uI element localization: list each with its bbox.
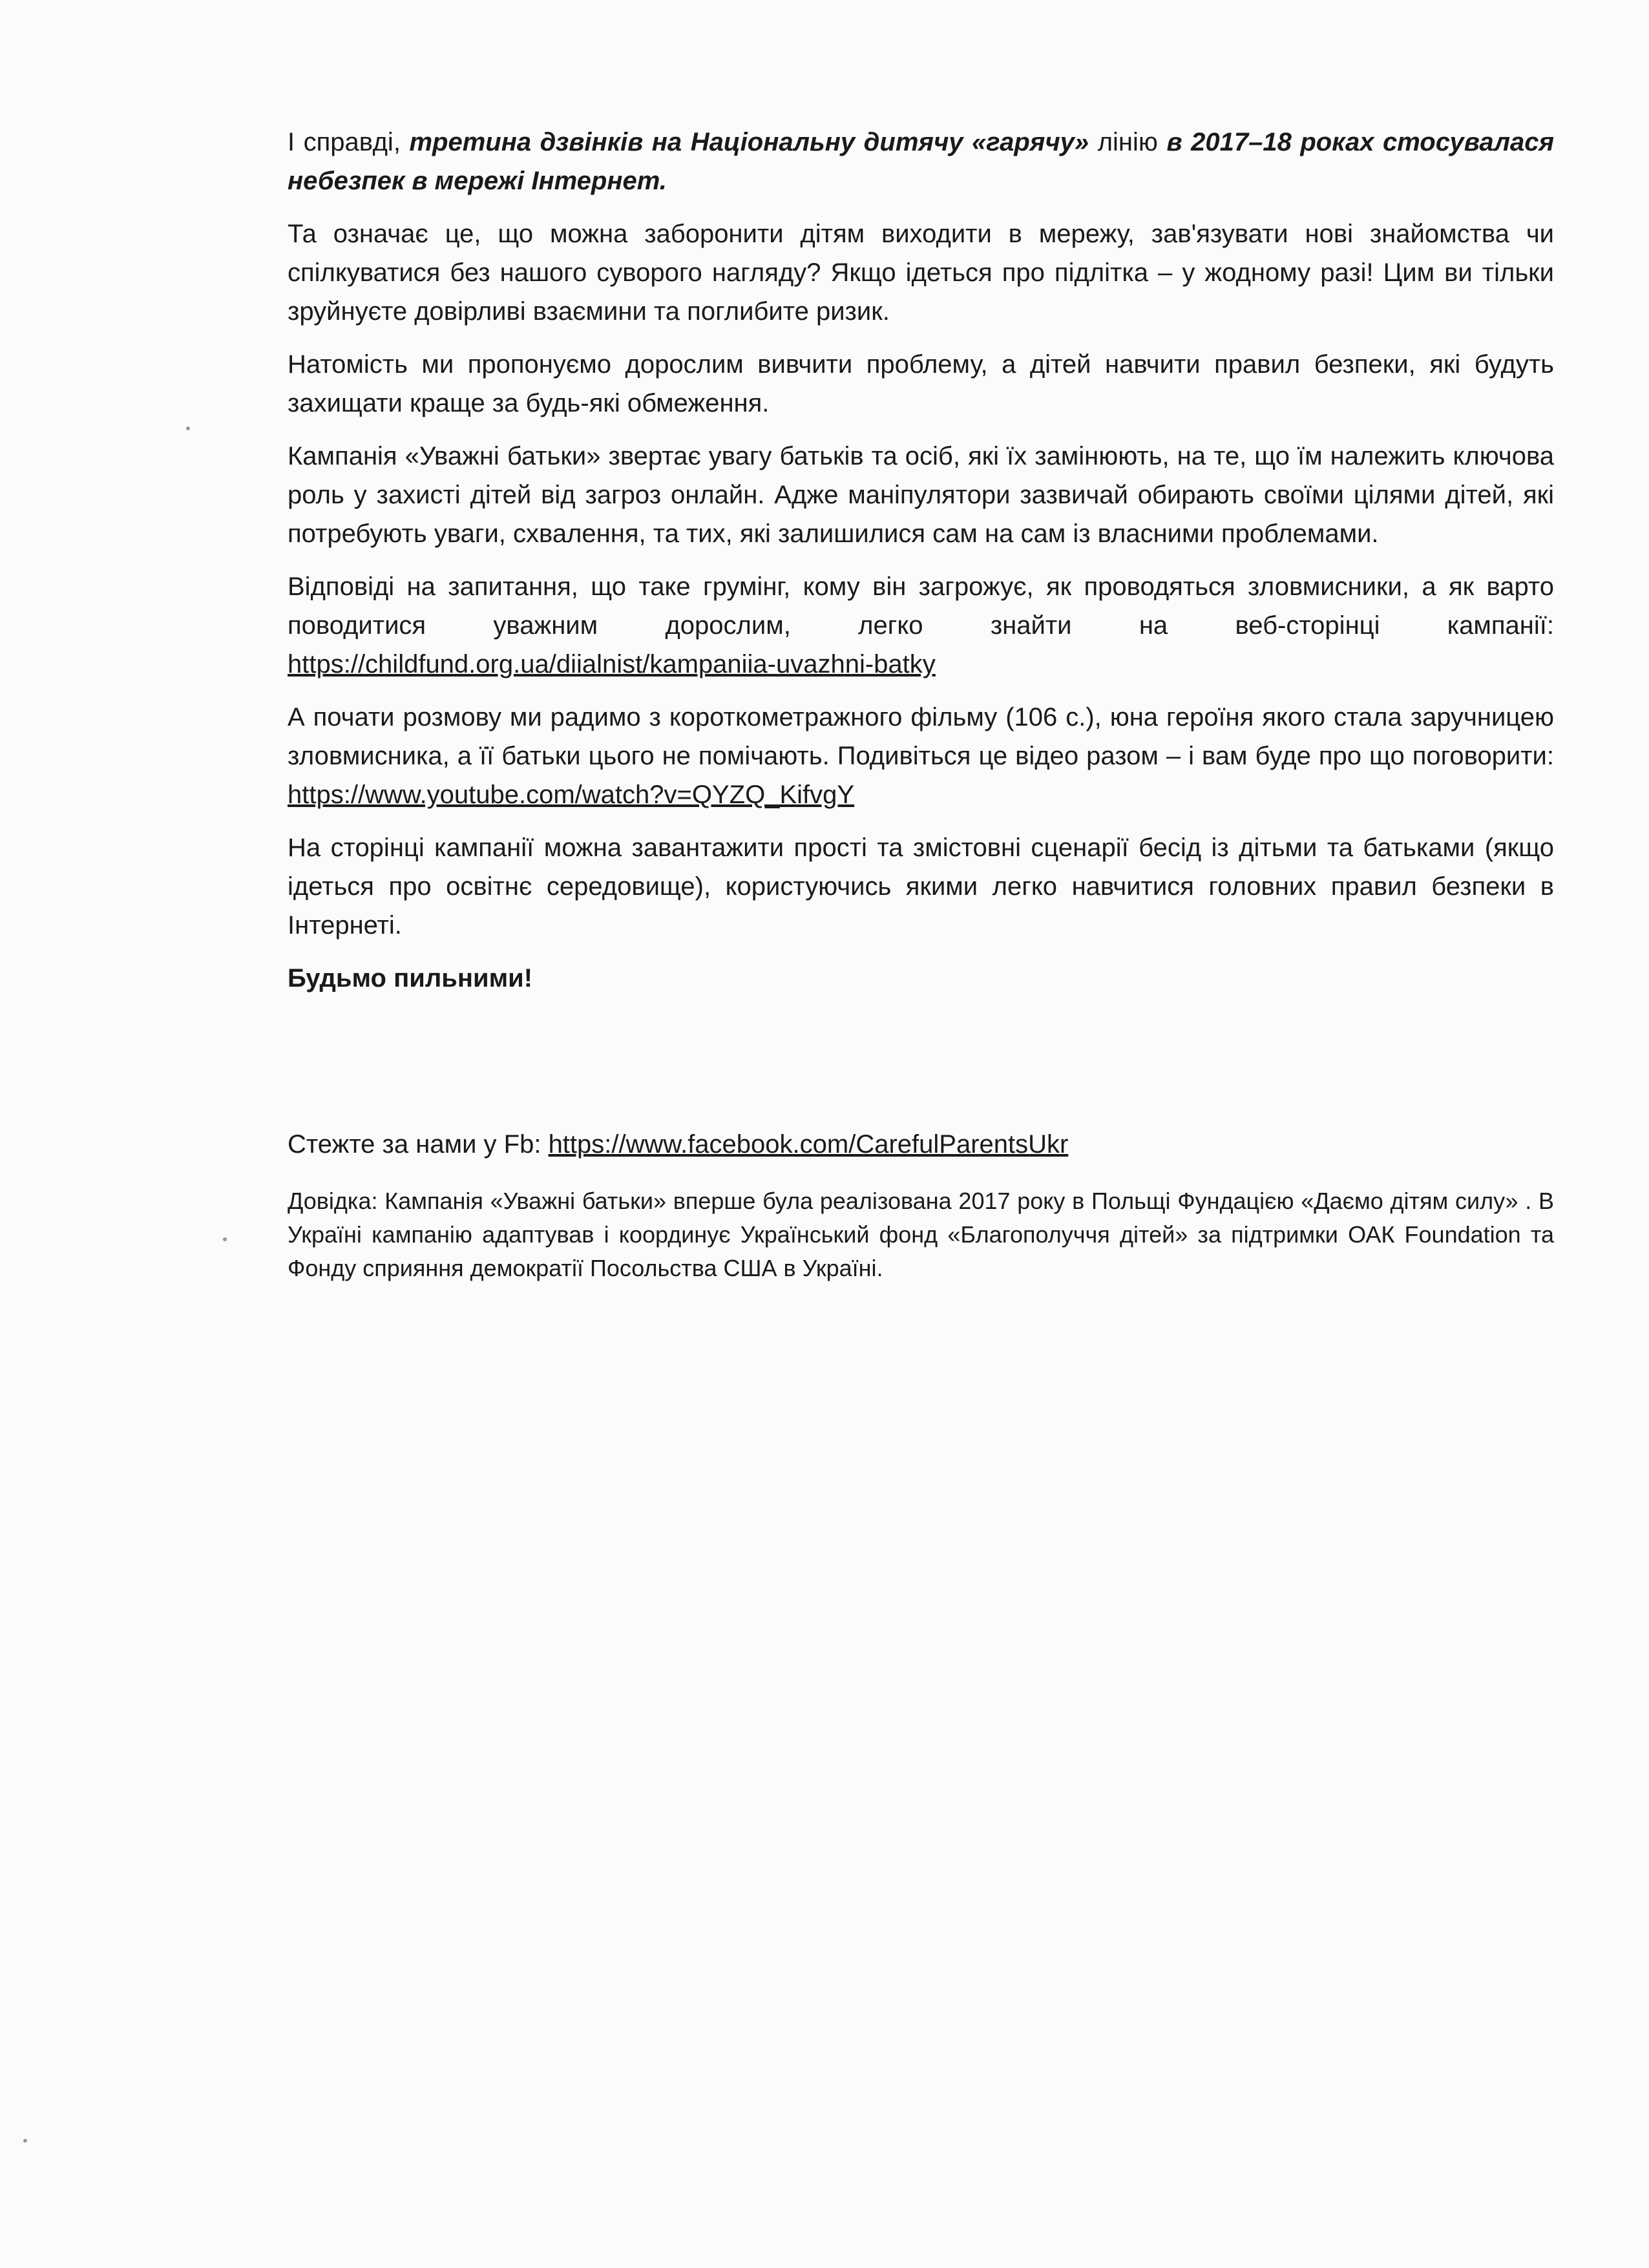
p1-prefix: І справді,: [288, 128, 410, 156]
campaign-page-link[interactable]: https://childfund.org.ua/diialnist/kampaniia-uvazhni-batky: [288, 650, 936, 678]
youtube-video-link[interactable]: https://www.youtube.com/watch?v=QYZQ_KifvgY: [288, 781, 855, 809]
paragraph-closing: Будьмо пильними!: [288, 964, 533, 992]
p5-text: Відповіді на запитання, що таке грумінг, кому він загрожує, як проводяться зловмисники, а як варто поводитися уважним дорослим, легко знайти на веб-сторінці кампанії:: [288, 572, 1554, 640]
paragraph-scenarios: На сторінці кампанії можна завантажити прості та змістовні сценарії бесід із дітьми та батьками (якщо ідеться про освітнє середовище), користуючись якими легко навчитися головних правил безпеки в Інтернеті.: [288, 834, 1554, 940]
paragraph-question: Та означає це, що можна заборонити дітям виходити в мережу, зав'язувати нові знайомства чи спілкуватися без нашого суворого нагляду? Якщо ідеться про підлітка – у жодному разі! Цим ви тільки зруйнуєте довірливі взаємини та поглибите ризик.: [288, 220, 1554, 326]
paragraph-film: [288, 698, 1554, 814]
spacer: [288, 1012, 1554, 1125]
paragraph-campaign: Кампанія «Уважні батьки» звертає увагу батьків та осіб, які їх замінюють, на те, що їм належить ключова роль у захисті дітей від загроз онлайн. Адже маніпулятори зазвичай обирають своїми цілями дітей, які потребують уваги, схвалення, та тих, які залишилися сам на сам із власними проблемами.: [288, 442, 1554, 548]
paragraph-statistics: [288, 123, 1554, 200]
follow-text: Стежте за нами у Fb:: [288, 1130, 549, 1159]
paragraph-answers: [288, 567, 1554, 684]
paragraph-proposal: Натомість ми пропонуємо дорослим вивчити проблему, а дітей навчити правил безпеки, які будуть захищати краще за будь-які обмеження.: [288, 350, 1554, 417]
p6-text: А почати розмову ми радимо з короткометражного фільму (106 с.), юна героїня якого стала заручницею зловмисника, а її батьки цього не помічають. Подивіться це відео разом – і вам буде про що поговорити:: [288, 703, 1554, 770]
scan-speck: [186, 426, 190, 430]
scan-speck: [23, 2139, 27, 2143]
reference-note: Довідка: Кампанія «Уважні батьки» вперше була реалізована 2017 року в Польщі Фундацією «Даємо дітям силу» . В Україні кампанію адаптував і координує Український фонд «Благополуччя дітей» за підтримки ОАК Foundation та Фонду сприяння демократії Посольства США в Україні.: [288, 1188, 1554, 1281]
p1-mid: лінію: [1089, 128, 1167, 156]
facebook-link[interactable]: https://www.facebook.com/CarefulParentsUkr: [548, 1130, 1069, 1159]
follow-us-line: [288, 1125, 1554, 1164]
p1-emphasis-2: в 2017–18 роках стосувалася небезпек в мережі Інтернет.: [288, 128, 1555, 195]
document-body: [288, 123, 1554, 1285]
scan-speck: [223, 1237, 227, 1241]
p1-emphasis: третина дзвінків на Національну дитячу «гарячу»: [409, 128, 1089, 156]
